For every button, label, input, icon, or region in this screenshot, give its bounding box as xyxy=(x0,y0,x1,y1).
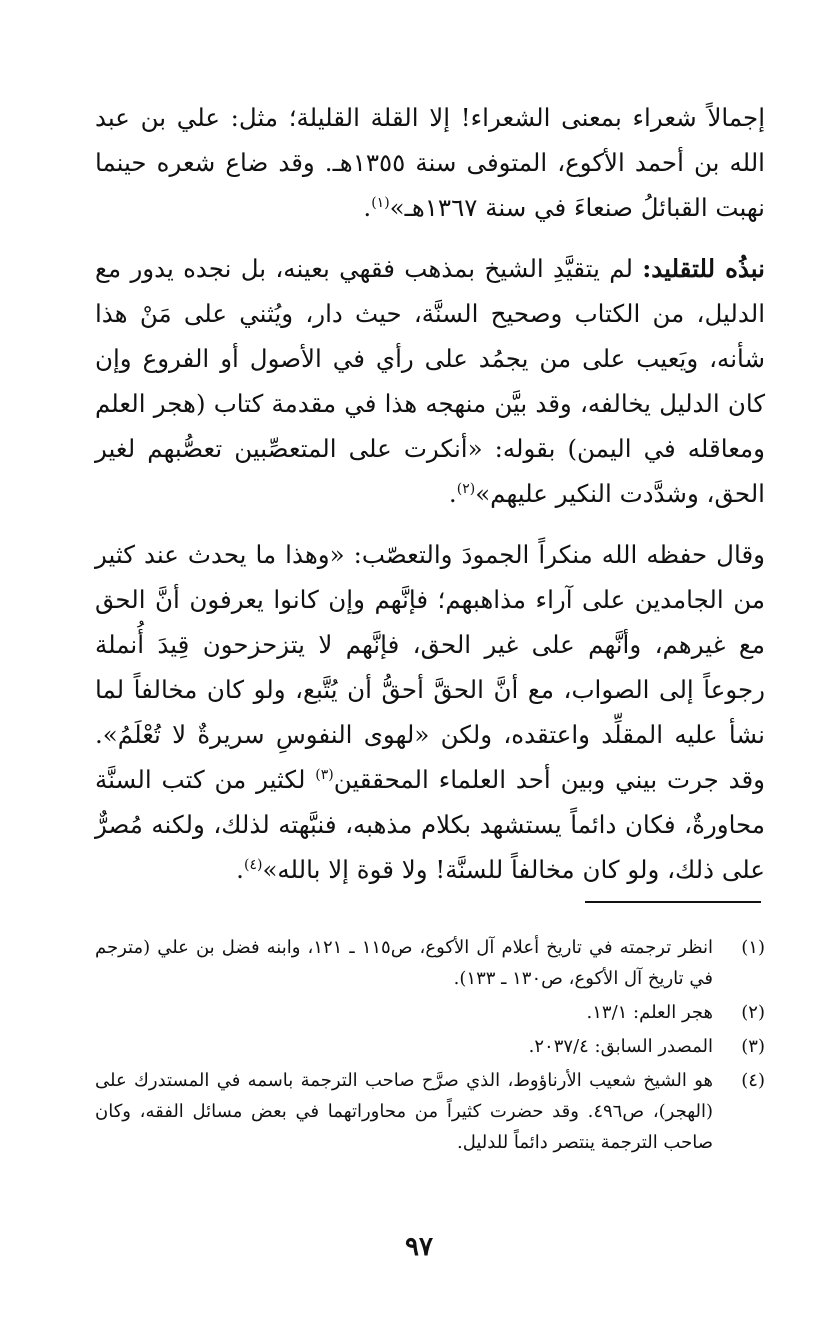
footnote-ref-2[interactable]: (٢) xyxy=(456,480,476,497)
paragraph-2 xyxy=(95,246,765,516)
paragraph-3 xyxy=(95,532,765,892)
paragraph-2-heading: نبذُه للتقليد: xyxy=(642,254,765,283)
footnote-number: (١) xyxy=(741,937,765,958)
footnote-text: المصدر السابق: ٢٠٣٧/٤. xyxy=(528,1036,713,1057)
paragraph-1-tail: . xyxy=(363,193,372,222)
page-number: ٩٧ xyxy=(405,1232,433,1262)
body-text xyxy=(95,95,765,908)
footnote-ref-4[interactable]: (٤) xyxy=(243,856,263,873)
footnote-ref-1[interactable]: (١) xyxy=(371,194,390,211)
footnote-separator xyxy=(585,901,761,903)
paragraph-2-tail: . xyxy=(448,479,457,508)
paragraph-1 xyxy=(95,95,765,230)
footnote-number: (٢) xyxy=(741,1002,765,1023)
footnote-number: (٣) xyxy=(741,1036,765,1057)
footnotes xyxy=(95,932,765,1161)
footnote-4 xyxy=(95,1065,765,1158)
paragraph-3-tail: . xyxy=(236,855,244,884)
footnote-number: (٤) xyxy=(741,1070,765,1091)
footnote-3 xyxy=(95,1031,765,1062)
footnote-2 xyxy=(95,997,765,1028)
footnote-text: انظر ترجمته في تاريخ أعلام آل الأكوع، ص١١٥ ـ ١٢١، وابنه فضل بن علي (مترجم في تاريخ آل الأكوع، ص١٣٠ ـ ١٣٣). xyxy=(95,937,713,989)
paragraph-1-text: إجمالاً شعراء بمعنى الشعراء! إلا القلة القليلة؛ مثل: علي بن عبد الله بن أحمد الأكوع، المتوفى سنة ١٣٥٥هـ. وقد ضاع شعره حينما نهبت القبائلُ صنعاءَ في سنة ١٣٦٧هـ» xyxy=(95,103,765,222)
footnote-text: هو الشيخ شعيب الأرناؤوط، الذي صرَّح صاحب الترجمة باسمه في المستدرك على (الهجر)، ص٤٩٦. وقد حضرت كثيراً من محاوراتهما في بعض مسائل الفقه، وكان صاحب الترجمة ينتصر دائماً للدليل. xyxy=(95,1070,714,1153)
paragraph-2-text: لم يتقيَّدِ الشيخ بمذهب فقهي بعينه، بل نجده يدور مع الدليل، من الكتاب وصحيح السنَّة، حيث دار، ويُثني على مَنْ هذا شأنه، ويَعيب على من يجمُد على رأي في الأصول أو الفروع وإن كان الدليل يخالفه، وقد بيَّن منهجه هذا في مقدمة كتاب (هجر العلم ومعاقله في اليمن) بقوله: «أنكرت على المتعصِّبين تعصُّبهم لغير الحق، وشدَّدت النكير عليهم» xyxy=(95,254,765,508)
footnote-1 xyxy=(95,932,765,994)
footnote-ref-3[interactable]: (٣) xyxy=(315,766,334,783)
footnote-text: هجر العلم: ١٣/١. xyxy=(586,1002,713,1023)
paragraph-3-text-cont: لكثير من كتب السنَّة محاورةٌ، فكان دائماً يستشهد بكلام مذهبه، فنبَّهته لذلك، ولكنه مُصرٌّ على ذلك، ولو كان مخالفاً للسنَّة! ولا قوة إلا بالله» xyxy=(95,765,765,884)
paragraph-3-text: وقال حفظه الله منكراً الجمودَ والتعصّب: «وهذا ما يحدث عند كثير من الجامدين على آراء مذاهبهم؛ فإنَّهم وإن كانوا يعرفون أنَّ الحق مع غيرهم، وأنَّهم على غير الحق، فإنَّهم لا يتزحزحون قِيدَ أُنملة رجوعاً إلى الصواب، مع أنَّ الحقَّ أحقُّ أن يُتَّبع، ولو كان مخالفاً لما نشأ عليه المقلِّد واعتقده، ولكن «لهوى النفوسِ سريرةٌ لا تُعْلَمُ». وقد جرت بيني وبين أحد العلماء المحققين xyxy=(95,540,765,794)
